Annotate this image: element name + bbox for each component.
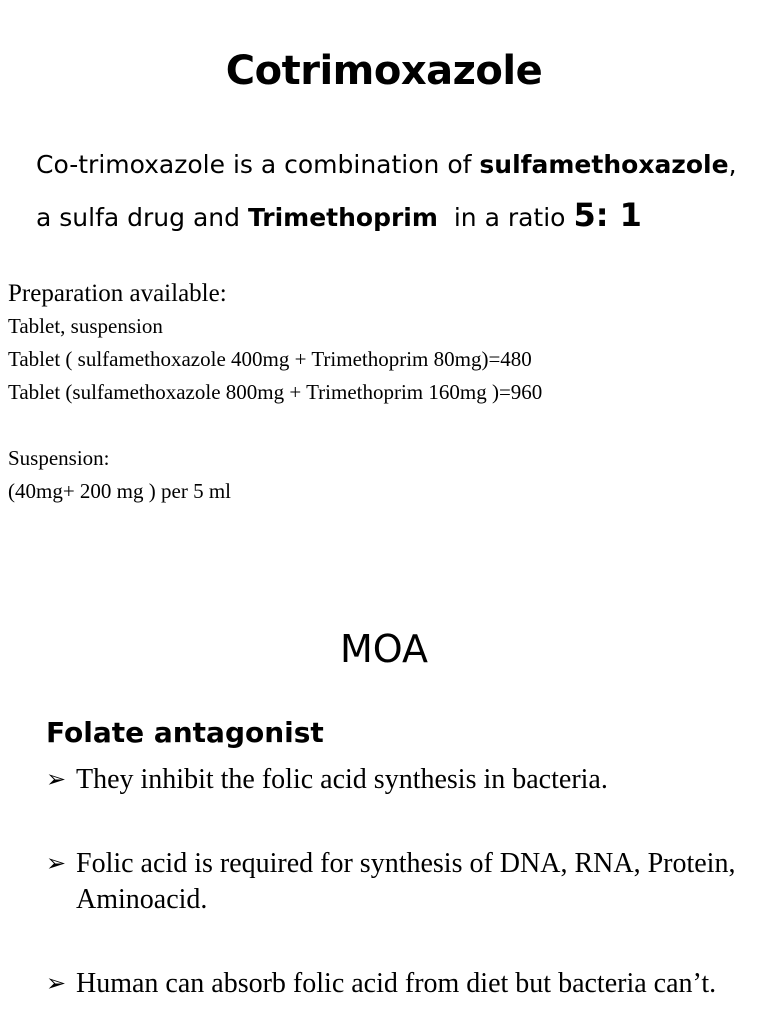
spacer <box>8 409 748 442</box>
section-title-moa: MOA <box>339 627 429 671</box>
preparation-line: Tablet ( sulfamethoxazole 400mg + Trimethoprim 80mg)=480 <box>8 347 532 371</box>
section-subtitle: Folate antagonist <box>46 716 324 749</box>
ratio-value: 5: 1 <box>573 196 642 234</box>
intro-text-3: a sulfa drug and <box>36 203 248 232</box>
suspension-dose: (40mg+ 200 mg ) per 5 ml <box>8 479 231 503</box>
arrow-bullet-icon: ➢ <box>46 851 67 877</box>
preparation-section <box>8 278 748 508</box>
intro-text-4: in a ratio <box>437 203 574 232</box>
preparation-line: Tablet, suspension <box>8 314 163 338</box>
bullet-text: They inhibit the folic acid synthesis in bacteria. <box>76 764 608 795</box>
list-item <box>46 966 746 1002</box>
bullet-list <box>46 762 746 1002</box>
bullet-text: Human can absorb folic acid from diet but bacteria can’t. <box>76 968 717 999</box>
arrow-bullet-icon: ➢ <box>46 767 67 793</box>
intro-paragraph <box>36 140 756 243</box>
bullet-text: Folic acid is required for synthesis of DNA, RNA, Protein, Aminoacid. <box>76 848 736 915</box>
drug-name-sulfamethoxazole: sulfamethoxazole <box>479 150 729 179</box>
preparation-line: Tablet (sulfamethoxazole 800mg + Trimethoprim 160mg )=960 <box>8 380 543 404</box>
list-item <box>46 762 746 798</box>
suspension-heading: Suspension: <box>8 446 110 470</box>
intro-text-2: , <box>728 150 737 179</box>
intro-text-1: Co-trimoxazole is a combination of <box>36 150 480 179</box>
list-item <box>46 846 746 918</box>
preparation-heading: Preparation available: <box>8 280 227 307</box>
page-title: Cotrimoxazole <box>225 48 543 94</box>
drug-name-trimethoprim: Trimethoprim <box>247 203 438 232</box>
arrow-bullet-icon: ➢ <box>46 971 67 997</box>
